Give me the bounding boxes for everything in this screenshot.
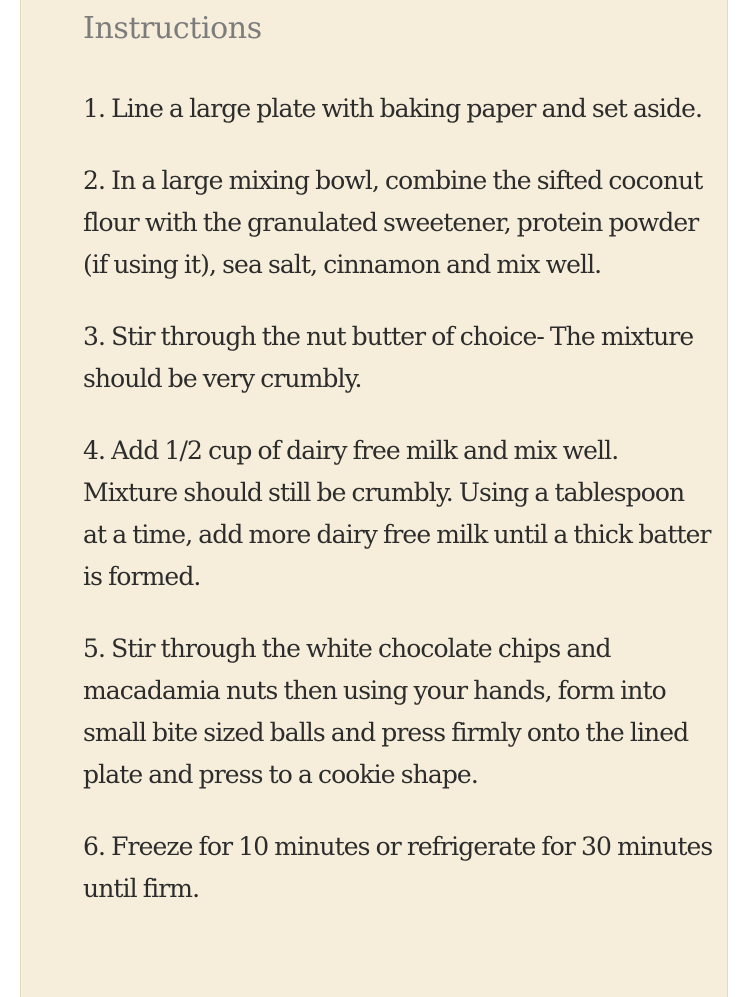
instructions-heading: Instructions <box>83 11 262 46</box>
instruction-step-5: 5. Stir through the white chocolate chips and macadamia nuts then using your hands, form into small bite sized balls and press firmly onto the lined plate and press to a cookie shape. <box>83 634 689 789</box>
instruction-step-1: 1. Line a large plate with baking paper and set aside. <box>83 94 703 123</box>
recipe-instructions-card <box>20 0 728 997</box>
instruction-step-4: 4. Add 1/2 cup of dairy free milk and mix well. Mixture should still be crumbly. Using a tablespoon at a time, add more dairy free milk until a thick batter is formed. <box>83 436 711 591</box>
instruction-steps-list <box>83 88 713 940</box>
instruction-step-2: 2. In a large mixing bowl, combine the sifted coconut flour with the granulated sweetener, protein powder (if using it), sea salt, cinnamon and mix well. <box>83 166 703 279</box>
instruction-step-3: 3. Stir through the nut butter of choice- The mixture should be very crumbly. <box>83 322 694 393</box>
instruction-step-6: 6. Freeze for 10 minutes or refrigerate for 30 minutes until firm. <box>83 832 713 903</box>
